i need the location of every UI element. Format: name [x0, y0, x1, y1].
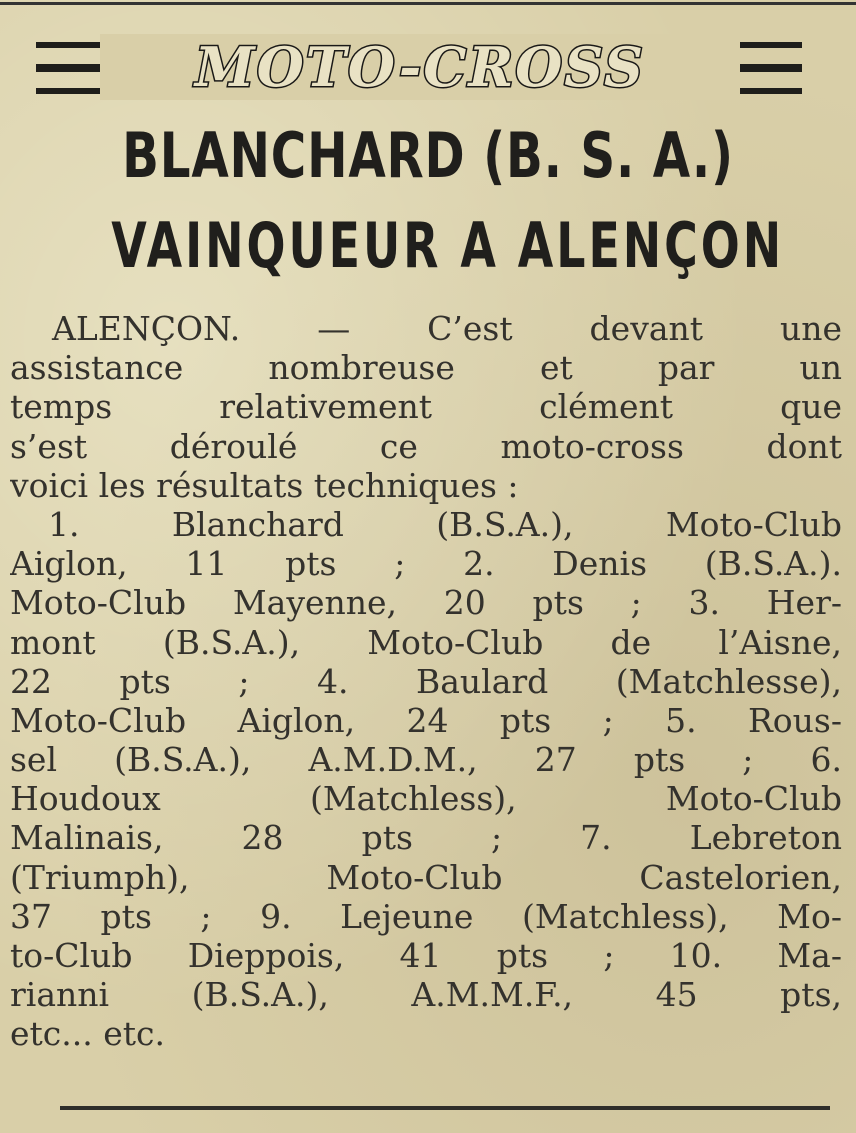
body-line: Moto-Club Aiglon, 24 pts ; 5. Rous-: [10, 700, 842, 740]
body-line: mont (B.S.A.), Moto-Club de l’Aisne,: [10, 622, 842, 662]
article-body: [10, 309, 842, 1054]
section-banner-title: MOTO-CROSS: [100, 34, 740, 100]
headline-line-1: BLANCHARD (B. S. A.): [122, 119, 734, 192]
body-line: s’est déroulé ce moto-cross dont: [10, 426, 842, 466]
body-line: etc... etc.: [10, 1014, 165, 1054]
body-line: Malinais, 28 pts ; 7. Lebreton: [10, 818, 842, 858]
body-line: sel (B.S.A.), A.M.D.M., 27 pts ; 6.: [10, 740, 842, 780]
body-line: to-Club Dieppois, 41 pts ; 10. Ma-: [10, 936, 842, 975]
headline-line-2: VAINQUEUR A ALENÇON: [111, 209, 785, 282]
body-line: Houdoux (Matchless), Moto-Club: [10, 779, 842, 819]
body-line: ALENÇON. — C’est devant une: [52, 309, 842, 348]
body-line: 1. Blanchard (B.S.A.), Moto-Club: [48, 504, 842, 544]
body-line: Moto-Club Mayenne, 20 pts ; 3. Her-: [10, 583, 842, 623]
body-line: 37 pts ; 9. Lejeune (Matchless), Mo-: [10, 896, 842, 936]
body-line: 22 pts ; 4. Baulard (Matchlesse),: [10, 661, 842, 701]
body-line: assistance nombreuse et par un: [10, 348, 842, 388]
body-line: voici les résultats techniques :: [10, 465, 519, 505]
body-line: Aiglon, 11 pts ; 2. Denis (B.S.A.).: [10, 544, 842, 584]
section-banner: [36, 36, 802, 98]
body-line: (Triumph), Moto-Club Castelorien,: [10, 857, 842, 897]
body-line: temps relativement clément que: [10, 387, 842, 427]
top-rule: [0, 2, 856, 5]
body-line: rianni (B.S.A.), A.M.M.F., 45 pts,: [10, 975, 842, 1015]
bottom-rule: [60, 1106, 830, 1110]
